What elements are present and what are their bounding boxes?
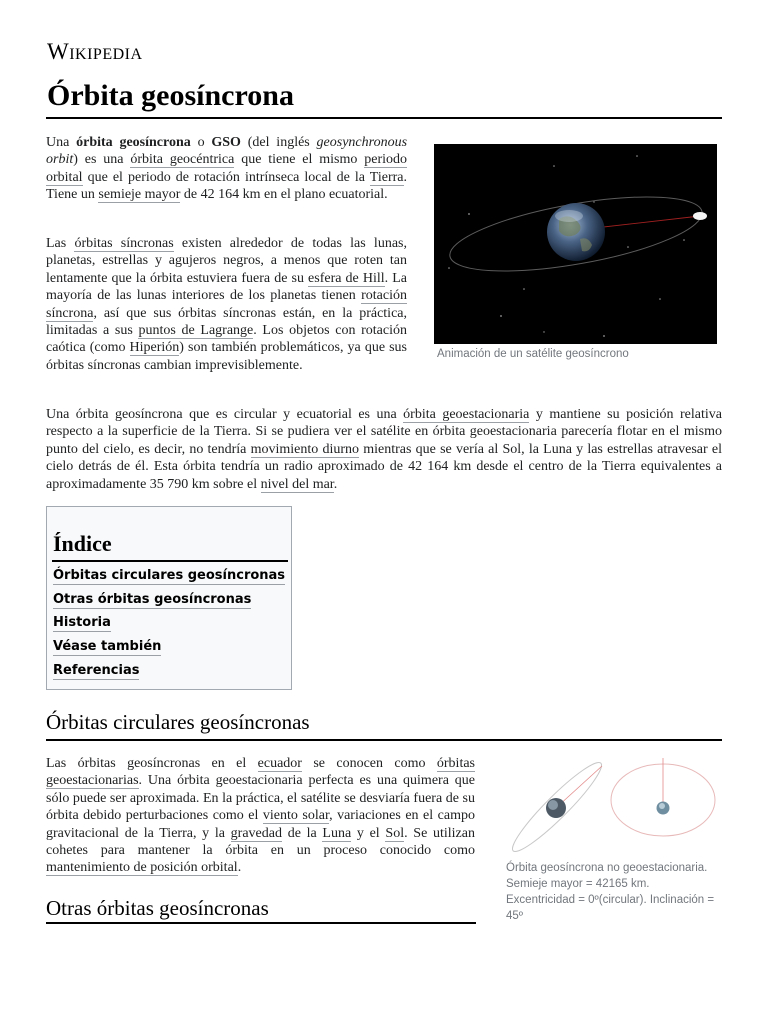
link-ecuador[interactable]: ecuador: [257, 756, 302, 771]
section1-paragraph: Las órbitas geosíncronas en el ecuador se conocen como órbitas geoestacionarias. Una órbita geoestacionaria perfecta es una quimera que sólo puede ser aproximada. En la práctica, el satélite se desviaría fuera de su órbita debido perturbaciones como el viento solar, variaciones en el campo gravitacional de la Tierra, y la gravedad de la Luna y el Sol. Se utilizan cohetes para mantener la órbita en un proceso conocido como mantenimiento de posición orbital.: [46, 756, 475, 876]
satellite-animation-image[interactable]: [434, 144, 717, 344]
term-bold: órbita geosíncrona: [76, 135, 191, 150]
link-viento-solar[interactable]: viento solar: [262, 808, 330, 824]
toc-item-historia[interactable]: Historia: [53, 615, 111, 630]
link-gravedad[interactable]: gravedad: [230, 825, 282, 841]
link-movimiento-diurno[interactable]: movimiento diurno: [250, 441, 360, 457]
intro-paragraph-3: Una órbita geosíncrona que es circular y ecuatorial es una órbita geoestacionaria y mantiene su posición relativa respecto a la superficie de la Tierra. Si se pudiera ver el satélite en órbita geoestacionaria parecería flotar en el mismo punto del cielo, es decir, no tendría movimiento diurno mientras que se vería al Sol, la Luna y las estrellas atravesar el cielo detrás de él. Esta órbita tendría un radio aproximado de 42 164 km desde el centro de la Tierra equivalentes a aproximadamente 35 790 km sobre el nivel del mar.: [46, 407, 722, 492]
link-luna[interactable]: Luna: [322, 825, 352, 841]
link-puntos-de-lagrange[interactable]: puntos de Lagrange: [138, 323, 254, 339]
section2-rule: [46, 922, 476, 924]
section1-rule: [46, 739, 722, 741]
logo-text: Wikipedia: [47, 39, 143, 64]
term-abbr: GSO: [211, 135, 241, 150]
link-tierra[interactable]: Tierra: [369, 169, 404, 185]
link-semieje-mayor[interactable]: semieje mayor: [98, 187, 181, 203]
geosynchronous-orbit-diagram[interactable]: [500, 752, 722, 856]
intro-paragraph-2: Las órbitas síncronas existen alrededor de todas las lunas, planetas, estrellas y agujeros negros, a menos que roten tan lentamente que la órbita estuviera fuera de su esfera de Hill. La mayoría de las lunas interiores de los planetas tienen rotación síncrona, así que sus órbitas síncronas están, en la práctica, limitadas a sus puntos de Lagrange. Los objetos con rotación caótica (como Hiperión) son también problemáticos, ya que sus órbitas síncronas cambian imprevisiblemente.: [46, 236, 408, 373]
toc-item-vease-tambien[interactable]: Véase también: [53, 639, 162, 654]
link-nivel-del-mar[interactable]: nivel del mar: [260, 476, 334, 492]
table-of-contents: [46, 506, 292, 690]
section-heading-otras-orbitas: Otras órbitas geosíncronas: [46, 896, 269, 920]
link-orbitas-geoestacionarias[interactable]: órbitas geoestacionarias: [46, 756, 475, 789]
term-english: geosynchronous orbit: [46, 135, 408, 168]
intro-paragraph-1: Una órbita geosíncrona o GSO (del inglés geosynchronous orbit) es una órbita geocéntrica que tiene el mismo periodo orbital que el periodo de rotación intrínseca local de la Tierra. Tiene un semieje mayor de 42 164 km en el plano ecuatorial.: [46, 135, 408, 203]
link-periodo-orbital[interactable]: periodo orbital: [46, 152, 407, 185]
toc-item-referencias[interactable]: Referencias: [53, 663, 140, 678]
link-orbitas-sincronas[interactable]: órbitas síncronas: [74, 236, 174, 251]
figure1-caption: Animación de un satélite geosíncrono: [437, 348, 629, 360]
title-rule: [46, 117, 722, 119]
section-heading-orbitas-circulares: Órbitas circulares geosíncronas: [46, 710, 310, 734]
link-orbita-geocentrica[interactable]: órbita geocéntrica: [130, 152, 235, 168]
toc-item-otras-orbitas[interactable]: Otras órbitas geosíncronas: [53, 592, 252, 607]
toc-title: Índice: [53, 531, 112, 556]
link-esfera-de-hill[interactable]: esfera de Hill: [308, 270, 385, 286]
wikipedia-logo[interactable]: [47, 39, 143, 65]
toc-rule: [52, 560, 288, 562]
orbit-illustration: [434, 144, 717, 344]
toc-item-orbitas-circulares[interactable]: Órbitas circulares geosíncronas: [53, 568, 286, 583]
link-hiperion[interactable]: Hiperión: [129, 340, 180, 356]
link-mantenimiento-posicion-orbital[interactable]: mantenimiento de posición orbital: [46, 860, 238, 876]
figure2-caption: Órbita geosíncrona no geoestacionaria. Semieje mayor = 42165 km. Excentricidad = 0º(circular). Inclinación = 45º: [506, 862, 715, 922]
page-title: Órbita geosíncrona: [47, 79, 294, 112]
link-rotacion-sincrona[interactable]: rotación síncrona: [46, 288, 407, 321]
link-orbita-geoestacionaria[interactable]: órbita geoestacionaria: [403, 407, 530, 422]
link-sol[interactable]: Sol: [385, 825, 405, 841]
orbit-diagram: [500, 752, 722, 856]
